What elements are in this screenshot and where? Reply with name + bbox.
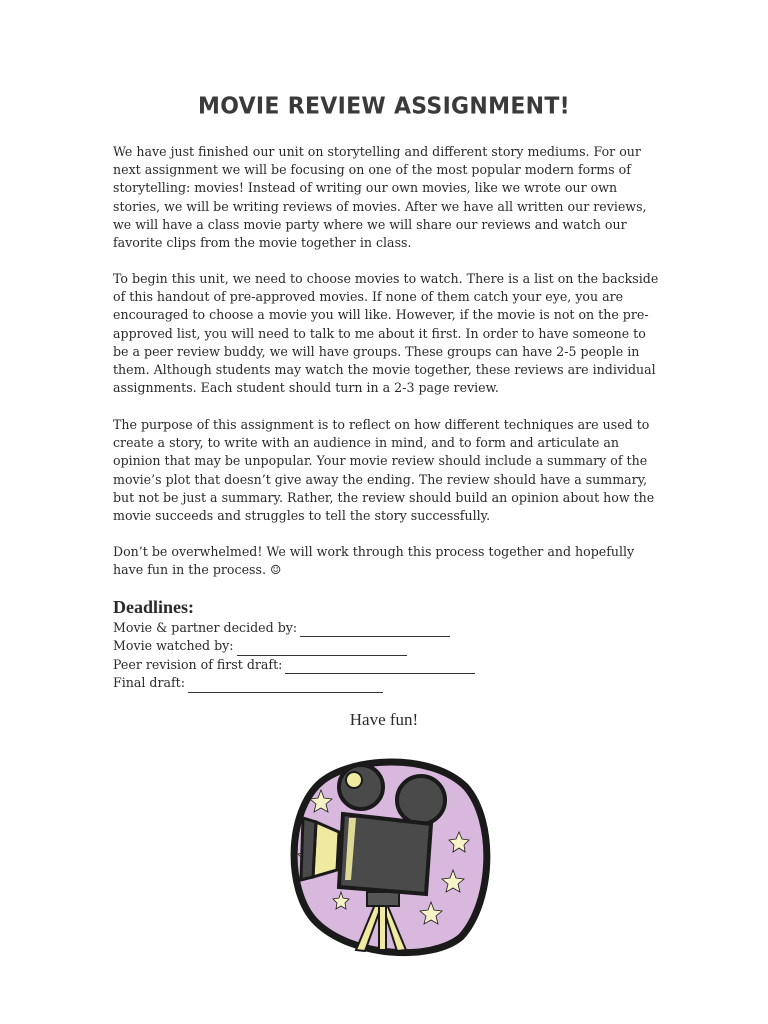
deadline-row bbox=[113, 637, 475, 655]
page-title: MOVIE REVIEW ASSIGNMENT! bbox=[198, 93, 570, 120]
paragraph-text: Don’t be overwhelmed! We will work through this process together and hopefully have fun in the process. ☺ bbox=[113, 544, 635, 578]
deadline-label: Movie & partner decided by: bbox=[113, 619, 298, 635]
deadline-blank bbox=[237, 642, 407, 656]
paragraph-purpose bbox=[113, 416, 661, 525]
film-reel-left bbox=[339, 765, 383, 809]
closing-text: Have fun! bbox=[349, 710, 419, 729]
deadline-label: Movie watched by: bbox=[113, 638, 234, 654]
deadline-blank bbox=[188, 679, 383, 693]
paragraph-encouragement bbox=[113, 543, 661, 579]
paragraph-text: The purpose of this assignment is to reflect on how different techniques are used to create a story, to write with an audience in mind, and to form and articulate an opinion that may be unpopular. Your movie review should include a summary of the movie’s plot that doesn’t give away the ending. The review should have a summary, but not be just a summary. Rather, the review should build an opinion about how the movie succeeds and struggles to tell the story successfully. bbox=[113, 417, 655, 524]
movie-camera-icon bbox=[281, 752, 493, 958]
deadline-row bbox=[113, 656, 475, 674]
paragraph-choosing-movies bbox=[113, 270, 661, 397]
deadline-label: Peer revision of first draft: bbox=[113, 656, 283, 672]
film-reel-right bbox=[397, 776, 445, 824]
deadlines-heading: Deadlines: bbox=[113, 597, 194, 617]
deadline-row bbox=[113, 674, 475, 692]
paragraph-intro bbox=[113, 143, 661, 252]
deadline-blank bbox=[300, 623, 450, 637]
paragraph-text: To begin this unit, we need to choose movies to watch. There is a list on the backside of this handout of pre-approved movies. If none of them catch your eye, you are encouraged to choose a movie you will like. However, if the movie is not on the pre-approved list, you will need to talk to me about it first. In order to have someone to be a peer review buddy, we will have groups. These groups can have 2-5 people in them. Although students may watch the movie together, these reviews are individual assignments. Each student should turn in a 2-3 page review. bbox=[113, 271, 659, 396]
deadline-blank bbox=[285, 660, 475, 674]
deadline-list bbox=[113, 619, 475, 693]
deadline-label: Final draft: bbox=[113, 675, 185, 691]
deadline-row bbox=[113, 619, 475, 637]
paragraph-text: We have just finished our unit on storytelling and different story mediums. For our next assignment we will be focusing on one of the most popular modern forms of storytelling: movies! Instead of writing our own movies, like we wrote our own stories, we will be writing reviews of movies. After we have all written our reviews, we will have a class movie party where we will share our reviews and watch our favorite clips from the movie together in class. bbox=[113, 144, 647, 251]
